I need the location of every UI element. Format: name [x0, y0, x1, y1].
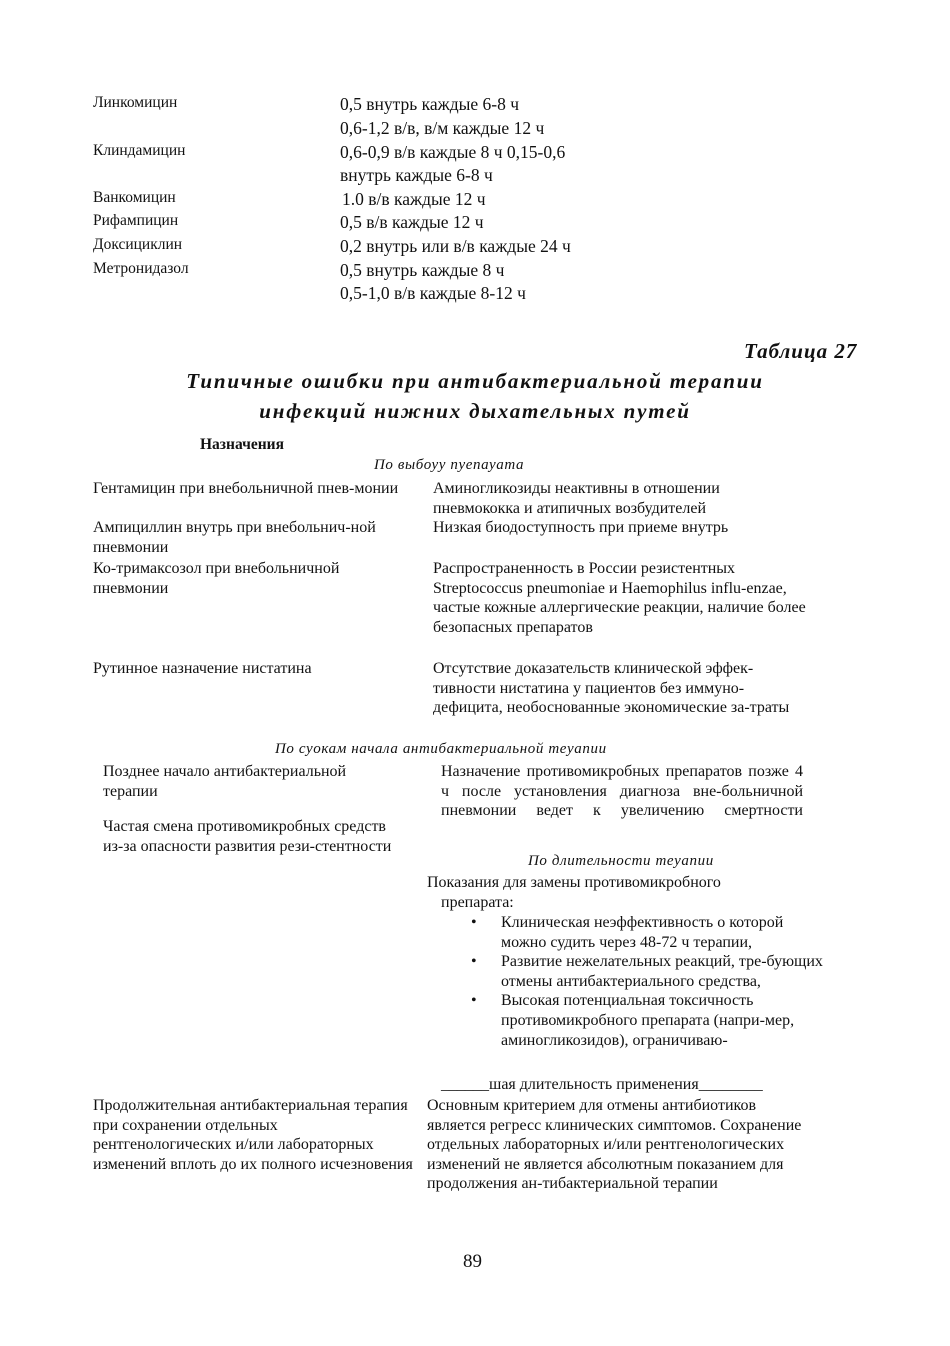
row-right: Основным критерием для отмены антибиотиков является регресс клинических симптомов. Сохранение отдельных лабораторных и/или рентгенологических изменений не является абсолютным показанием для продолжения ан-тибактериальной терапии	[427, 1097, 802, 1193]
row-left: Позднее начало антибактериальной терапии	[103, 763, 347, 800]
row-left: Ампициллин внутрь при внебольнич-ной пневмонии	[93, 519, 376, 556]
drug-name: Доксициклин	[93, 236, 183, 253]
row-right: Назначение противомикробных препаратов позже 4 ч после установления диагноза вне-больничной пневмонии ведет к увеличению смертности	[441, 763, 803, 820]
row-left: Частая смена противомикробных средств из-за опасности развития рези-стентности	[103, 818, 392, 855]
drug-dose: 0,5 внутрь каждые 6-8 ч	[340, 94, 519, 114]
drug-name: Ванкомицин	[93, 189, 176, 206]
drug-name: Рифампицин	[93, 212, 179, 229]
bullet-icon: •	[471, 992, 477, 1010]
bullet-last-line: ______шая длительность применения________	[441, 1076, 763, 1093]
row-right: Отсутствие доказательств клинической эффек-тивности нистатина у пациентов без иммуно-дефицита, необоснованные экономические за-траты	[433, 660, 790, 717]
replacement-bullet-list	[471, 913, 825, 1050]
drug-dose: внутрь каждые 6-8 ч	[340, 165, 493, 185]
page-number: 89	[463, 1251, 482, 1272]
list-item: • Высокая потенциальная токсичность противомикробного препарата (напри-мер, аминогликозидов), ограничиваю-	[471, 992, 795, 1049]
table-title-line-1: Типичные ошибки при антибактериальной терапии	[186, 369, 764, 393]
section-heading-duration: По длительности теуапии	[528, 853, 714, 869]
replacement-intro-cont: препарата:	[441, 894, 514, 911]
table-title-line-2: инфекций нижних дыхательных путей	[259, 399, 691, 423]
drug-name: Линкомицин	[93, 94, 178, 111]
row-right: Аминогликозиды неактивны в отношении пневмококка и атипичных возбудителей	[433, 480, 720, 517]
drug-dose: 0,2 внутрь или в/в каждые 24 ч	[340, 236, 571, 256]
drug-dose: 0,5-1,0 в/в каждые 8-12 ч	[340, 283, 526, 303]
drug-dose: 0,6-1,2 в/в, в/м каждые 12 ч	[340, 118, 545, 138]
drug-dose: 1.0 в/в каждые 12 ч	[342, 189, 486, 209]
drug-name: Метронидазол	[93, 260, 189, 277]
row-right: Распространенность в России резистентных Streptococcus pneumoniae и Haemophilus influ-enzae, частые кожные аллергические реакции, наличие более безопасных препаратов	[433, 560, 806, 636]
drug-dose: 0,5 внутрь каждые 8 ч	[340, 260, 505, 280]
drug-dose: 0,5 в/в каждые 12 ч	[340, 212, 484, 232]
list-item: • Клиническая неэффективность о которой можно судить через 48-72 ч терапии,	[471, 914, 784, 951]
table-number: Таблица 27	[744, 339, 858, 363]
bullet-icon: •	[471, 953, 477, 971]
section-heading-choice: По выбоуу пуепауата	[374, 457, 525, 473]
row-left: Продолжительная антибактериальная терапия при сохранении отдельных рентгенологических и/или лабораторных изменений вплоть до их полного исчезновения	[93, 1097, 413, 1173]
row-left: Рутинное назначение нистатина	[93, 660, 312, 677]
row-left: Гентамицин при внебольничной пнев-монии	[93, 480, 399, 497]
column-header: Назначения	[200, 436, 284, 453]
section-heading-timing: По суокам начала антибактериальной теуапии	[275, 741, 607, 757]
row-right: Низкая биодоступность при приеме внутрь	[433, 519, 729, 536]
row-left: Ко-тримаксозол при внебольничной пневмонии	[93, 560, 340, 597]
list-item: • Развитие нежелательных реакций, тре-бующих отмены антибактериального средства,	[471, 953, 823, 990]
drug-dose: 0,6-0,9 в/в каждые 8 ч 0,15-0,6	[340, 142, 566, 162]
drug-name: Клиндамицин	[93, 142, 186, 159]
bullet-icon: •	[471, 914, 477, 931]
replacement-intro: Показания для замены противомикробного	[427, 874, 721, 891]
